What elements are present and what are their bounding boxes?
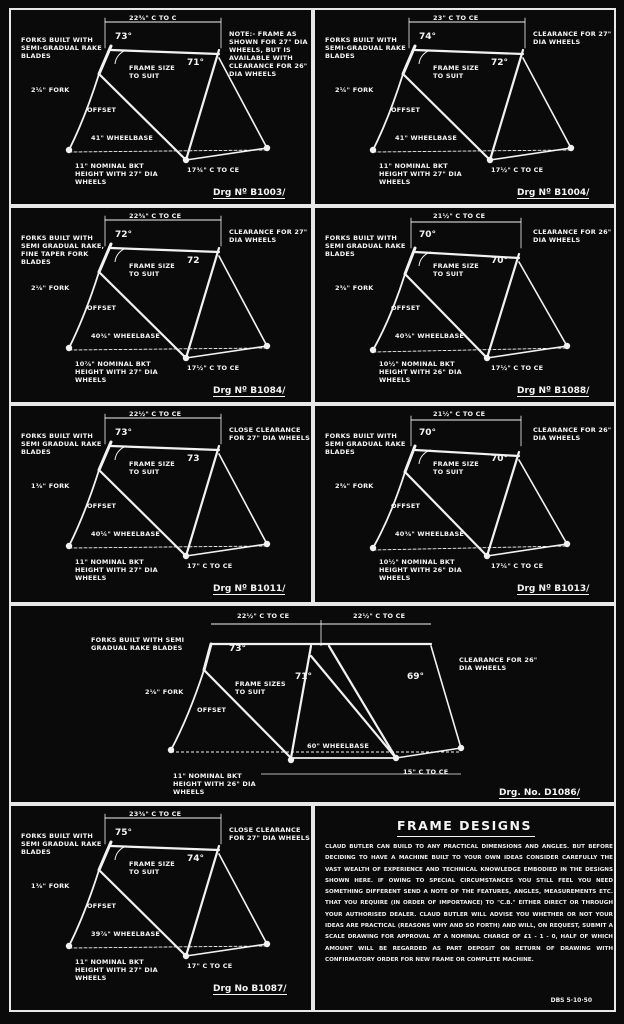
bracket-height-label: 11" NOMINAL BKT HEIGHT WITH 27" DIA WHEELS	[379, 162, 462, 186]
wheelbase-label: 41" WHEELBASE	[395, 134, 458, 142]
top-dimension-label: 22⅝" C TO C	[129, 14, 177, 22]
bottom-dimension-label: 17¼" C TO CE	[491, 562, 544, 570]
drawing-number: Drg Nº B1004/	[517, 188, 590, 198]
forks-note: FORKS BUILT WITH SEMI GRADUAL RAKE BLADES	[325, 432, 406, 456]
drawing-panel-2	[313, 8, 616, 206]
top-dimension-label: 22½" C TO CE	[129, 410, 182, 418]
fork-offset-label: 1⅜" FORK	[31, 482, 70, 490]
drawing-number: Drg Nº B1003/	[213, 188, 286, 198]
offset-label: OFFSET	[391, 304, 421, 312]
bracket-height-label: 11" NOMINAL BKT HEIGHT WITH 27" DIA WHEELS	[75, 958, 158, 982]
wheelbase-label: 40⅜" WHEELBASE	[395, 332, 464, 340]
head-angle-label: 72°	[115, 230, 133, 240]
bracket-height-label: 10½" NOMINAL BKT HEIGHT WITH 26" DIA WHEELS	[379, 360, 462, 384]
seat-angle-label: 74°	[187, 854, 205, 864]
forks-note: FORKS BUILT WITH SEMI GRADUAL RAKE BLADES	[91, 636, 185, 652]
top-dimension-label: 22½" C TO CE	[237, 612, 290, 620]
top-dimension-label-2: 22½" C TO CE	[353, 612, 406, 620]
forks-note: FORKS BUILT WITH SEMI GRADUAL RAKE, FINE TAPER FORK BLADES	[21, 234, 105, 266]
frame-size-label: FRAME SIZE TO SUIT	[129, 860, 175, 876]
fork-offset-label: 2¼" FORK	[31, 86, 70, 94]
drawing-number: Drg. No. D1086/	[499, 788, 580, 798]
bracket-height-label: 11" NOMINAL BKT HEIGHT WITH 27" DIA WHEELS	[75, 162, 158, 186]
forks-note: FORKS BUILT WITH SEMI GRADUAL RAKE BLADES	[21, 832, 102, 856]
wheelbase-label: 60" WHEELBASE	[307, 742, 370, 750]
seat-angle-label: 70°	[491, 454, 509, 464]
forks-note: FORKS BUILT WITH SEMI-GRADUAL RAKE BLADES	[21, 36, 102, 60]
drawing-number: Drg Nº B1013/	[517, 584, 590, 594]
forks-note: FORKS BUILT WITH SEMI GRADUAL RAKE BLADES	[325, 234, 406, 258]
drawing-number: Drg Nº B1084/	[213, 386, 286, 396]
top-dimension-label: 21½" C TO CE	[433, 212, 486, 220]
seat-angle-label: 72	[187, 256, 200, 266]
head-angle-label: 70°	[419, 428, 437, 438]
seat-angle-label: 73	[187, 454, 200, 464]
drawing-number: Drg Nº B1011/	[213, 584, 286, 594]
offset-label: OFFSET	[87, 902, 117, 910]
drawing-panel-4	[313, 206, 616, 404]
fork-offset-label: 2¼" FORK	[335, 86, 374, 94]
bracket-height-label: 10⅞" NOMINAL BKT HEIGHT WITH 27" DIA WHEELS	[75, 360, 158, 384]
top-dimension-label: 23⅜" C TO CE	[129, 810, 182, 818]
clearance-note: NOTE:- FRAME AS SHOWN FOR 27" DIA WHEELS, BUT IS AVAILABLE WITH CLEARANCE FOR 26" DIA WHEELS	[229, 30, 308, 78]
rear-angle-label: 69°	[407, 672, 425, 682]
clearance-note: CLEARANCE FOR 26" DIA WHEELS	[459, 656, 538, 672]
fork-offset-label: 2⅝" FORK	[335, 482, 374, 490]
clearance-note: CLOSE CLEARANCE FOR 27" DIA WHEELS	[229, 426, 310, 442]
wheelbase-label: 40⅜" WHEELBASE	[395, 530, 464, 538]
fork-offset-label: 2⅛" FORK	[145, 688, 184, 696]
top-dimension-label: 22⅝" C TO CE	[129, 212, 182, 220]
offset-label: OFFSET	[87, 502, 117, 510]
bottom-dimension-label: 17½" C TO CE	[187, 364, 240, 372]
head-angle-label: 73°	[229, 644, 247, 654]
drawing-panel-3	[9, 206, 313, 404]
fork-offset-label: 2⅝" FORK	[335, 284, 374, 292]
head-angle-label: 73°	[115, 428, 133, 438]
drawing-panel-8	[9, 804, 313, 1012]
frame-size-label: FRAME SIZE TO SUIT	[129, 64, 175, 80]
head-angle-label: 70°	[419, 230, 437, 240]
seat-angle-label: 70°	[491, 256, 509, 266]
top-dimension-label: 23" C TO CE	[433, 14, 479, 22]
wheelbase-label: 39⅞" WHEELBASE	[91, 930, 160, 938]
bottom-dimension-label: 17" C TO CE	[187, 962, 233, 970]
head-angle-label: 74°	[419, 32, 437, 42]
frame-designs-title: FRAME DESIGNS	[397, 818, 532, 833]
clearance-note: CLEARANCE FOR 26" DIA WHEELS	[533, 426, 612, 442]
forks-note: FORKS BUILT WITH SEMI-GRADUAL RAKE BLADES	[325, 36, 406, 60]
drawing-number: Drg Nº B1088/	[517, 386, 590, 396]
bracket-height-label: 11" NOMINAL BKT HEIGHT WITH 26" DIA WHEELS	[173, 772, 256, 796]
fork-offset-label: 2⅛" FORK	[31, 284, 70, 292]
frame-size-label: FRAME SIZE TO SUIT	[129, 460, 175, 476]
top-dimension-label: 21½" C TO CE	[433, 410, 486, 418]
head-angle-label: 73°	[115, 32, 133, 42]
offset-label: OFFSET	[87, 106, 117, 114]
bottom-dimension-label: 17" C TO CE	[187, 562, 233, 570]
wheelbase-label: 40¼" WHEELBASE	[91, 530, 160, 538]
clearance-note: CLEARANCE FOR 26" DIA WHEELS	[533, 228, 612, 244]
offset-label: OFFSET	[391, 106, 421, 114]
seat-angle-label: 71°	[295, 672, 313, 682]
clearance-note: CLEARANCE FOR 27" DIA WHEELS	[533, 30, 612, 46]
seat-angle-label: 72°	[491, 58, 509, 68]
date-stamp: DBS 5·10·50	[550, 997, 592, 1004]
head-angle-label: 75°	[115, 828, 133, 838]
frame-size-label: FRAME SIZES TO SUIT	[235, 680, 286, 696]
wheelbase-label: 40¾" WHEELBASE	[91, 332, 160, 340]
drawing-number: Drg No B1087/	[213, 984, 287, 994]
bracket-height-label: 11" NOMINAL BKT HEIGHT WITH 27" DIA WHEELS	[75, 558, 158, 582]
clearance-note: CLOSE CLEARANCE FOR 27" DIA WHEELS	[229, 826, 310, 842]
bottom-dimension-label: 15" C TO CE	[403, 768, 449, 776]
frame-size-label: FRAME SIZE TO SUIT	[433, 262, 479, 278]
title-underline	[397, 836, 535, 837]
wheelbase-label: 41" WHEELBASE	[91, 134, 154, 142]
bottom-dimension-label: 17½" C TO CE	[491, 166, 544, 174]
offset-label: OFFSET	[87, 304, 117, 312]
frame-size-label: FRAME SIZE TO SUIT	[129, 262, 175, 278]
frame-designs-text-panel	[313, 804, 616, 1012]
frame-size-label: FRAME SIZE TO SUIT	[433, 64, 479, 80]
seat-angle-label: 71°	[187, 58, 205, 68]
bracket-height-label: 10½" NOMINAL BKT HEIGHT WITH 26" DIA WHEELS	[379, 558, 462, 582]
drawing-panel-7	[9, 604, 616, 804]
bottom-dimension-label: 17½" C TO CE	[491, 364, 544, 372]
clearance-note: CLEARANCE FOR 27" DIA WHEELS	[229, 228, 308, 244]
offset-label: OFFSET	[197, 706, 227, 714]
bottom-dimension-label: 17¾" C TO CE	[187, 166, 240, 174]
drawing-panel-1	[9, 8, 313, 206]
frame-designs-body: CLAUD BUTLER CAN BUILD TO ANY PRACTICAL DIMENSIONS AND ANGLES. BUT BEFORE DECIDING TO HAVE A MACHINE BUILT TO YOUR OWN IDEAS CONSIDER CAREFULLY THE VAST WEALTH OF EXPERIENCE AND TECHNICAL KNOWLEDGE EMBODIED IN THE DESIGNS SHOWN HERE. IF OWING TO SPECIAL CIRCUMSTANCES YOU STILL FEEL YOU NEED SOMETHING DIFFERENT SEND A NOTE OF THE FEATURES, ANGLES, MEASUREMENTS ETC. THAT YOU REQUIRE (IN ORDER OF IMPORTANCE) TO "C.B." EITHER DIRECT OR THROUGH YOUR AUTHORISED DEALER. CLAUD BUTLER WILL ADVISE YOU WHETHER OR NOT YOUR IDEAS ARE PRACTICAL (REASONS WHY AND SO FORTH) AND WILL, ON REQUEST, SUBMIT A SCALE DRAWING FOR APPROVAL AT A NOMINAL CHARGE OF £1 - 1 - 0, HALF OF WHICH AMOUNT WILL BE REGARDED AS PART DEPOSIT ON RETURN OF DRAWING WITH CONFIRMATORY ORDER FOR NEW FRAME OR COMPLETE MACHINE.	[325, 844, 613, 963]
drawing-panel-6	[313, 404, 616, 604]
fork-offset-label: 1⅜" FORK	[31, 882, 70, 890]
forks-note: FORKS BUILT WITH SEMI GRADUAL RAKE BLADES	[21, 432, 102, 456]
offset-label: OFFSET	[391, 502, 421, 510]
frame-size-label: FRAME SIZE TO SUIT	[433, 460, 479, 476]
drawing-panel-5	[9, 404, 313, 604]
